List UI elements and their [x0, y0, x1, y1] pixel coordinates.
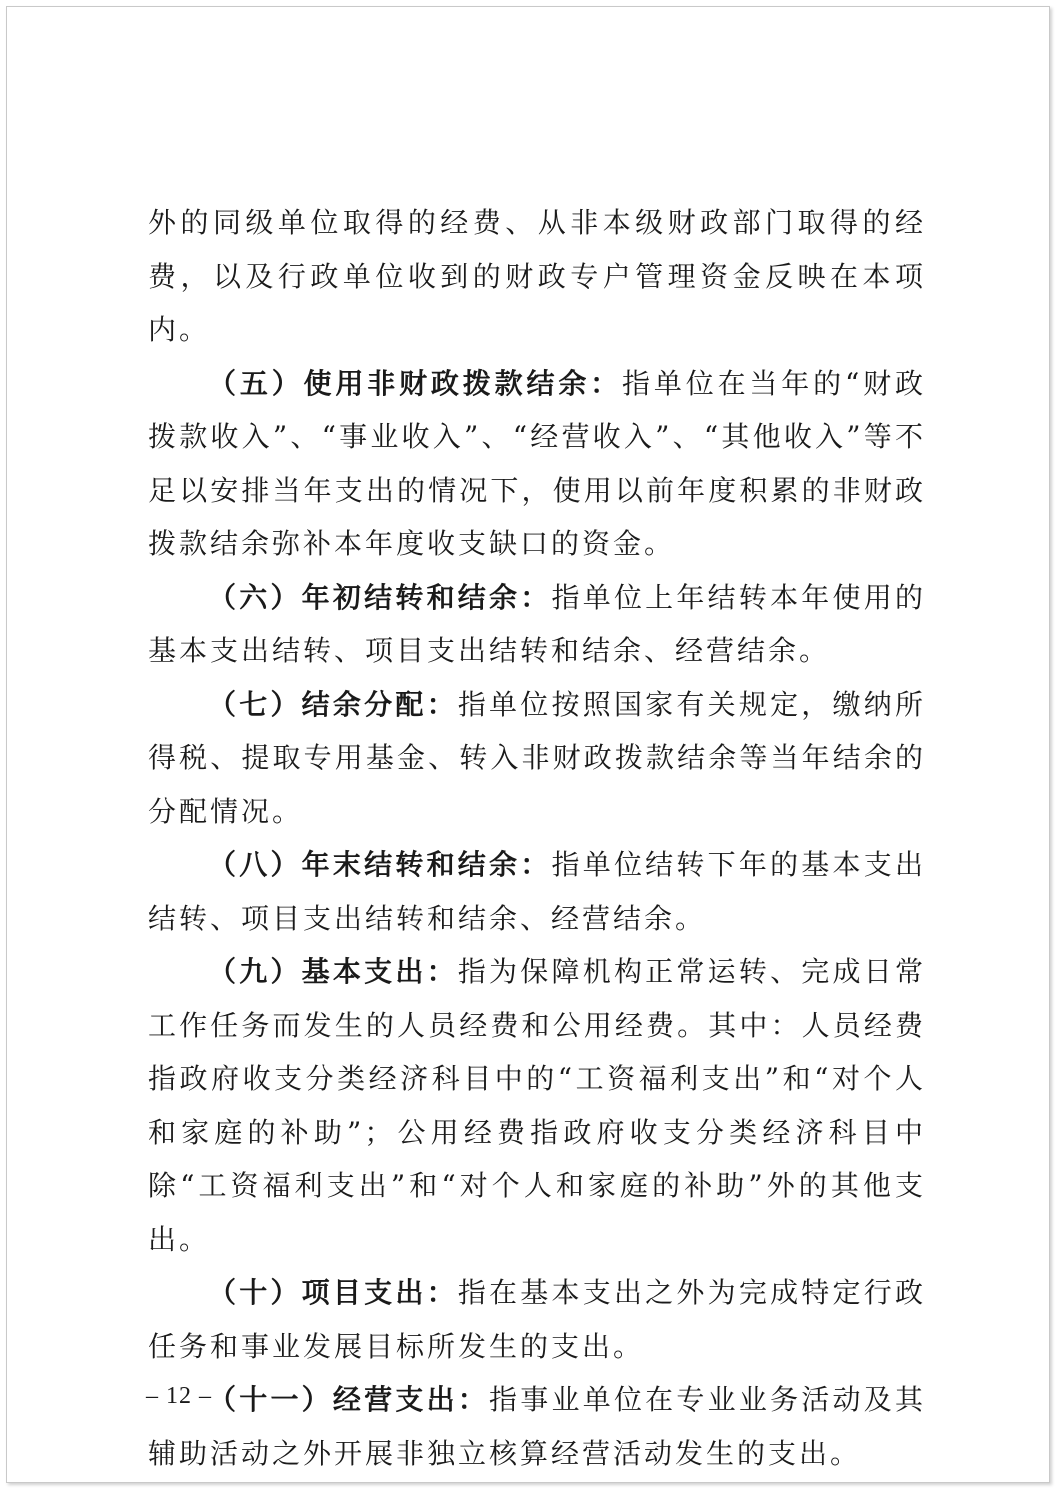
paragraph-term: （六）年初结转和结余：: [208, 580, 552, 614]
paragraph-item-8: [148, 838, 926, 945]
paragraph-term: （五）使用非财政拨款结余：: [208, 366, 623, 400]
document-body: [148, 196, 926, 1480]
paragraph-term: （十一）经营支出：: [208, 1383, 490, 1416]
paragraph-item-10: [148, 1266, 926, 1373]
paragraph-text: 外的同级单位取得的经费、从非本级财政部门取得的经费，以及行政单位收到的财政专户管理资金反映在本项内。: [148, 206, 926, 346]
paragraph-item-5: [148, 357, 926, 571]
paragraph-term: （七）结余分配：: [208, 687, 458, 721]
paragraph-item-6: [148, 571, 926, 678]
paragraph-term: （九）基本支出：: [208, 955, 458, 988]
page-number: – 12 –: [146, 1383, 212, 1409]
paragraph-text: 指单位在当年的“财政拨款收入”、“事业收入”、“经营收入”、“其他收入”等不足以安排当年支出的情况下，使用以前年度积累的非财政拨款结余弥补本年度收支缺口的资金。: [148, 366, 926, 560]
paragraph-text: 指为保障机构正常运转、完成日常工作任务而发生的人员经费和公用经费。其中：人员经费指政府收支分类经济科目中的“工资福利支出”和“对个人和家庭的补助”；公用经费指政府收支分类经济科目中除“工资福利支出”和“对个人和家庭的补助”外的其他支出。: [148, 955, 926, 1256]
paragraph-term: （八）年末结转和结余：: [208, 848, 552, 881]
paragraph-continuation: [148, 196, 926, 357]
paragraph-item-7: [148, 678, 926, 839]
paragraph-item-9: [148, 945, 926, 1266]
paragraph-text: 指单位按照国家有关规定，缴纳所得税、提取专用基金、转入非财政拨款结余等当年结余的分配情况。: [148, 687, 926, 828]
paragraph-item-11: [148, 1373, 926, 1480]
paragraph-text: 指单位结转下年的基本支出结转、项目支出结转和结余、经营结余。: [148, 848, 926, 935]
paragraph-term: （十）项目支出：: [208, 1276, 458, 1309]
paragraph-text: 指事业单位在专业业务活动及其辅助活动之外开展非独立核算经营活动发生的支出。: [148, 1383, 926, 1470]
paragraph-text: 指在基本支出之外为完成特定行政任务和事业发展目标所发生的支出。: [148, 1276, 926, 1363]
paragraph-text: 指单位上年结转本年使用的基本支出结转、项目支出结转和结余、经营结余。: [148, 580, 926, 667]
